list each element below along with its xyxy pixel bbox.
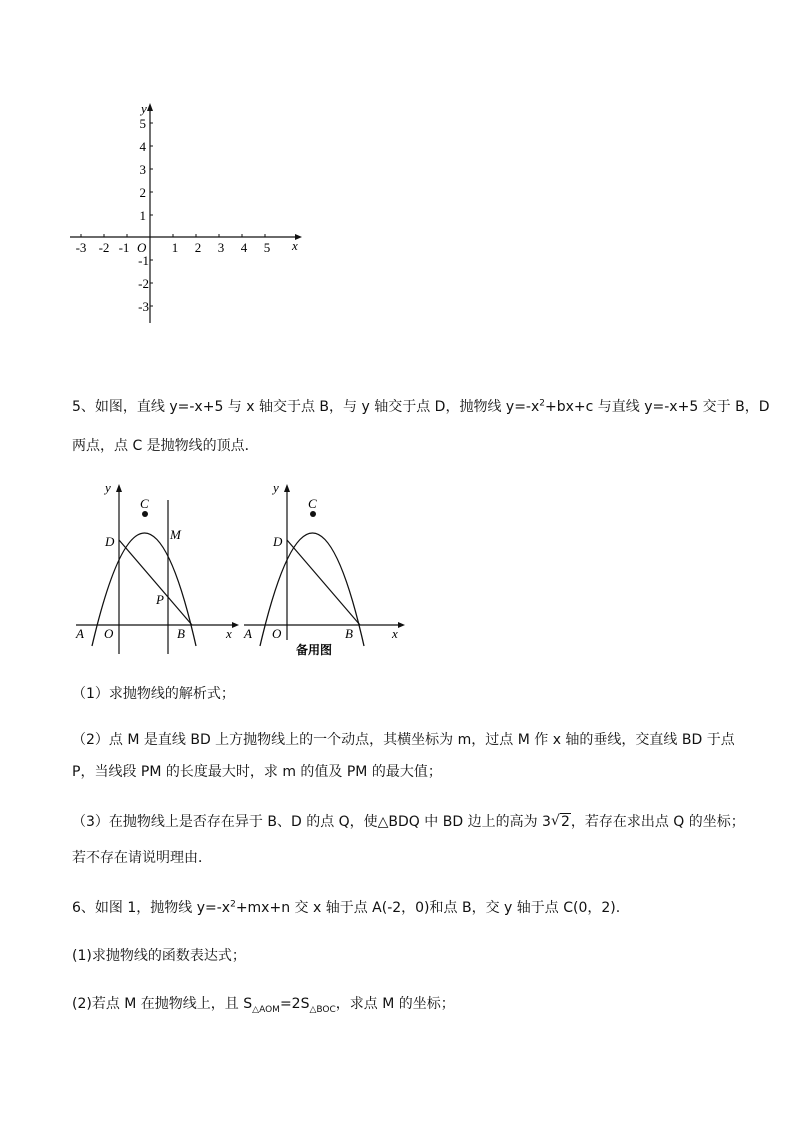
y-tick-label: 1	[139, 208, 146, 223]
sqrt-symbol: √ 2	[551, 812, 571, 832]
svg-text:D: D	[105, 534, 115, 549]
y-tick-label: -1	[138, 253, 149, 268]
line-bd	[119, 540, 192, 625]
x-tick-label: -3	[75, 240, 87, 255]
q5-intro-line2: 两点，点 C 是抛物线的顶点．	[72, 438, 259, 454]
q5-part1: （1）求抛物线的解析式；	[72, 686, 235, 702]
y-axis-label: y	[141, 101, 147, 116]
svg-text:y: y	[273, 480, 279, 495]
x-tick-label: 2	[194, 240, 202, 255]
svg-text:O: O	[272, 626, 282, 641]
x-tick-label: 5	[263, 240, 271, 255]
q6-intro: 6、如图 1，抛物线 $y=-x^2+mx+n$ 交 x 轴于点 A(-2，0)和点 B，交 y 轴于点 C(0，2).	[72, 899, 621, 916]
svg-text:C: C	[140, 496, 149, 511]
svg-text:A: A	[76, 626, 84, 641]
svg-text:x: x	[226, 626, 232, 641]
svg-text:O: O	[104, 626, 114, 641]
svg-text:x: x	[392, 626, 398, 641]
vertex-point	[142, 511, 148, 517]
q5-part3-line1: （3）在抛物线上是否存在异于 B、D 的点 Q，使△BDQ 中 BD 边上的高为 3√ 2，若存在求出点 Q 的坐标；	[72, 812, 745, 832]
svg-text:M: M	[170, 527, 181, 542]
x-tick-label: 1	[171, 240, 179, 255]
vertex-point	[310, 511, 316, 517]
x-tick-label: 4	[240, 240, 248, 255]
x-tick-label: -1	[118, 240, 130, 255]
q5-part2-line2: P，当线段 PM 的长度最大时，求 m 的值及 PM 的最大值；	[72, 764, 442, 780]
figure-caption: 备用图	[296, 643, 333, 657]
y-tick-label: -3	[138, 299, 149, 314]
y-tick-label: 4	[139, 139, 146, 154]
q5-part2-line1: （2）点 M 是直线 BD 上方抛物线上的一个动点，其横坐标为 m，过点 M 作 x 轴的垂线，交直线 BD 于点	[72, 732, 735, 748]
x-tick-label: -2	[98, 240, 110, 255]
q5-figure-main	[72, 478, 242, 660]
y-tick-label: 2	[139, 185, 146, 200]
q5-part3-line2: 若不存在请说明理由．	[72, 850, 212, 866]
svg-text:B: B	[177, 626, 185, 641]
q5-intro-line1: 5、如图，直线 y=-x+5 与 x 轴交于点 B，与 y 轴交于点 D，抛物线 $y=-x^2+bx+c$ 与直线 y=-x+5 交于 B，D	[72, 398, 770, 415]
q6-part1: (1)求抛物线的函数表达式；	[72, 948, 246, 964]
coordinate-axes-figure	[60, 95, 320, 335]
y-tick-label: 3	[139, 162, 146, 177]
svg-text:A: A	[244, 626, 252, 641]
origin-label: O	[137, 240, 147, 255]
svg-text:C: C	[308, 496, 317, 511]
x-axis-label: x	[292, 238, 298, 253]
q5-figure-spare	[240, 478, 410, 660]
x-tick-label: 3	[217, 240, 225, 255]
svg-text:B: B	[345, 626, 353, 641]
svg-text:P: P	[156, 592, 164, 607]
y-tick-label: -2	[138, 276, 149, 291]
q6-part2: (2)若点 M 在抛物线上，且 $S_{\triangle AOM}=2S_{\triangle BOC}$，求点 M 的坐标；	[72, 996, 455, 1015]
svg-text:D: D	[273, 534, 283, 549]
svg-text:y: y	[105, 480, 111, 495]
y-axis-arrow	[147, 103, 153, 111]
line-bd	[287, 540, 360, 625]
y-tick-label: 5	[139, 116, 146, 131]
